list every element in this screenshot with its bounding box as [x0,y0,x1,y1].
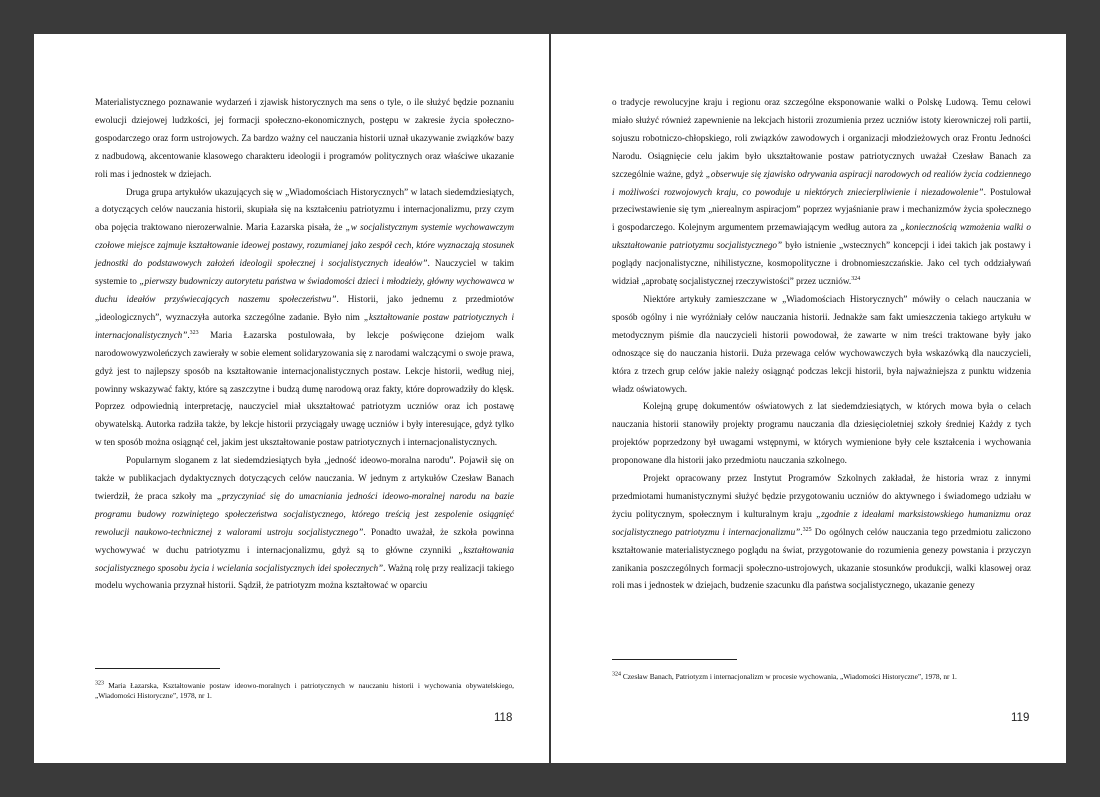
paragraph: Projekt opracowany przez Instytut Programów Szkolnych zakładał, że historia wraz z innymi przedmiotami humanistycznymi służyć będzie przygotowaniu uczniów do aktywnego i świadomego udziału w życiu politycznym, społecznym i kulturalnym kraju „zgodnie z ideałami marksistowskiego humanizmu oraz socjalistycznego patriotyzmu i internacjonalizmu”.$^{325}$ Do ogólnych celów nauczania tego przedmiotu zaliczono kształtowanie materialistycznego poglądu na świat, przygotowanie do rozumienia genezy powstania i przyczyn zanikania poszczególnych formacji społeczno-ustrojowych, ukazanie stosunków produkcji, walki klasowej oraz roli mas i jednostek w dziejach, budzenie szacunku dla państwa socjalistycznego, ukazanie genezy [612,473,1031,591]
paragraph: Popularnym sloganem z lat siedemdziesiątych była „jedność ideowo-moralna narodu”. Pojawił się on także w publikacjach dydaktycznych dotyczących celów nauczania. W jednym z artykułów Czesław Banach twierdził, że praca szkoły ma „przyczyniać się do umacniania jedności ideowo-moralnej narodu na bazie programu budowy rozwiniętego społeczeństwa socjalistycznego, którego treścią jest zespolenie osiągnięć rewolucji naukowo-technicznej z walorami ustroju socjalistycznego”. Ponadto uważał, że szkoła powinna wychowywać w duchu patriotyzmu i internacjonalizmu, gdyż są to główne czynniki „kształtowania socjalistycznego sposobu życia i wcielania socjalistycznych idei społecznych”. Ważną rolę przy realizacji takiego modelu wychowania przyznał historii. Sądził, że patriotyzm można kształtować w oparciu [95,455,515,591]
page-body [95,94,514,595]
quotation: „zgodnie z ideałami marksistowskiego humanizmu oraz socjalistycznego patriotyzmu i internacjonalizmu” [612,508,1031,537]
left-page [34,34,549,763]
paragraph: Druga grupa artykułów ukazujących się w „Wiadomościach Historycznych” w latach siedemdziesiątych, a dotyczących celów nauczania historii, skupiała się na kształceniu patriotyzmu i internacjonalizmu, przy czym oba pojęcia traktowano nierozerwalnie. Maria Łazarska pisała, że „w socjalistycznym systemie wychowawczym czołowe miejsce zajmuje kształtowanie ideowej postawy, rozumianej jako zespół cech, które wyznaczają stosunek jednostki do podstawowych założeń ideologii społecznej i socjalistycznych ideałów”. Nauczyciel w takim systemie to „pierwszy budowniczy autorytetu państwa w świadomości dzieci i młodzieży, główny wychowawca w duchu ideałów przyświecających naszemu społeczeństwu”. Historii, jako jednemu z przedmiotów „ideologicznych”, wyznaczyła autorka szczególne zadanie. Było nim „kształtowanie postaw patriotycznych i internacjonalistycznych”.$^{323}$ Maria Łazarska postulowała, by lekcje poświęcone dziejom walk narodowowyzwoleńczych zawierały w sobie element solidaryzowania się z narodami walczącymi o swoje prawa, gdyż jest to najlepszy sposób na kształtowanie internacjonalistycznych postaw. Lekcje historii, według niej, powinny wskazywać fakty, które są zaszczytne i budzą dumę narodową oraz fakty, które doprowadziły do klęsk. Poprzez odpowiednią interpretację, nauczyciel miał ukształtować patriotyzm uczniów oraz ich postawę obywatelską. Autorka radziła także, by lekcje historii przyciągały uwagę uczniów i były interesujące, gdyż tylko w ten sposób można osiągnąć cel, jakim jest ukształtowanie postaw patriotycznych i internacjonalistycznych. [95,186,514,448]
right-page [551,34,1066,763]
footnote-number: 323 [95,680,104,687]
footnote-divider [612,659,737,660]
footnote-reference[interactable]: 325 [802,526,812,533]
paragraph: Kolejną grupę dokumentów oświatowych z lat siedemdziesiątych, w których mowa była o celach nauczania historii stanowiły projekty programu nauczania dla dziesięcioletniej szkoły średniej Każdy z tych projektów poprzedzony był uwagami wstępnymi, w których wymienione były cele kształcenia i wychowania proponowane dla historii jako przedmiotu nauczania szkolnego. [612,401,1031,466]
footnote: $^{323}$ Maria Łazarska, Kształtowanie postaw ideowo-moralnych i patriotycznych w nauczaniu historii i wychowania obywatelskiego, „Wiadomości Historyczne”, 1978, nr 1. [95,680,514,700]
quotation: „przyczyniać się do umacniania jedności ideowo-moralnej narodu na bazie programu budowy rozwiniętego społeczeństwa socjalistycznego, którego treścią jest zespolenie osiągnięć rewolucji naukowo-technicznej z walorami ustroju socjalistycznego” [95,490,514,537]
quotation: „koniecznością wzmożenia walki o ukształtowanie patriotyzmu socjalistycznego” [612,222,1031,251]
quotation: „pierwszy budowniczy autorytetu państwa w świadomości dzieci i młodzieży, główny wychowawca w duchu ideałów przyświecających naszemu społeczeństwu” [95,276,514,304]
paragraph: Materialistycznego poznawanie wydarzeń i zjawisk historycznych ma sens o tyle, o ile służyć będzie poznaniu ewolucji dziejowej ludzkości, jej formacji społeczno-ekonomicznych, postępu w zakresie życia społeczno-gospodarczego oraz form ustrojowych. Za bardzo ważny cel nauczania historii uznał ukazywanie związków bazy z nadbudową, akcentowanie klasowego charakteru ideologii i programów politycznych oraz właściwe ukazanie roli mas i jednostek w dziejach. [95,97,514,179]
footnote-number: 324 [612,671,621,678]
footnote-reference[interactable]: 323 [189,329,199,336]
quotation: „kształtowania socjalistycznego sposobu życia i wcielania socjalistycznych idei społecznych” [95,544,514,573]
footnote-divider [95,668,220,669]
quotation: „obserwuje się zjawisko odrywania aspiracji narodowych od realiów życia codziennego i możliwości rozwojowych kraju, co powoduje u niektórych zniecierpliwienie i niezadowolenie” [612,168,1031,197]
quotation: „kształtowanie postaw patriotycznych i internacjonalistycznych” [95,311,514,340]
page-number: 119 [1011,712,1030,724]
page-body [612,94,1031,595]
footnote: $^{324}$ Czesław Banach, Patriotyzm i internacjonalizm w procesie wychowania, „Wiadomości Historyczne”, 1978, nr 1. [612,671,957,681]
quotation: „w socjalistycznym systemie wychowawczym czołowe miejsce zajmuje kształtowanie ideowej postawy, rozumianej jako zespół cech, które wyznaczają stosunek jednostki do podstawowych założeń ideologii społecznej i socjalistycznych ideałów” [95,222,514,269]
paragraph: o tradycje rewolucyjne kraju i regionu oraz szczególne eksponowanie walki o Polskę Ludową. Temu celowi miało służyć również zapewnienie na lekcjach historii zrozumienia przez uczniów istoty kierowniczej roli partii, sojuszu robotniczo-chłopskiego, roli związków zawodowych i organizacji młodzieżowych oraz Frontu Jedności Narodu. Osiągnięcie celu jakim było ukształtowanie postaw patriotycznych uważał Czesław Banach za szczególnie ważne, gdyż „obserwuje się zjawisko odrywania aspiracji narodowych od realiów życia codziennego i możliwości rozwojowych kraju, co powoduje u niektórych zniecierpliwienie i niezadowolenie”. Postulował przeciwstawienie się tym „nierealnym aspiracjom” poprzez wyjaśnianie praw i mechanizmów życia społecznego i gospodarczego. Kolejnym argumentem przemawiającym według autora za „koniecznością wzmożenia walki o ukształtowanie patriotyzmu socjalistycznego” było istnienie „wstecznych” koncepcji i idei takich jak postawy i poglądy nacjonalistyczne, nihilistyczne, kosmopolityczne i drobnomieszczańskie. Jako cel tych oddziaływań widział „aprobatę socjalistycznej rzeczywistości” przez uczniów.$^{324}$ [612,97,1031,287]
page-number: 118 [494,712,513,724]
paragraph: Niektóre artykuły zamieszczane w „Wiadomościach Historycznych” mówiły o celach nauczania w sposób ogólny i nie wyróżniały celów nauczania historii. Jednakże sam fakt umieszczenia takiego artykułu w metodycznym piśmie dla nauczycieli historii powodował, że zawarte w nim treści traktowane były jako odnoszące się do nauczania historii. Duża przewaga celów wychowawczych była wskazówką dla nauczycieli, która z trzech grup celów jakie należy osiągnąć podczas lekcji historii, była najważniejsza z punktu widzenia władz oświatowych. [612,293,1031,394]
footnote-reference[interactable]: 324 [851,276,861,282]
